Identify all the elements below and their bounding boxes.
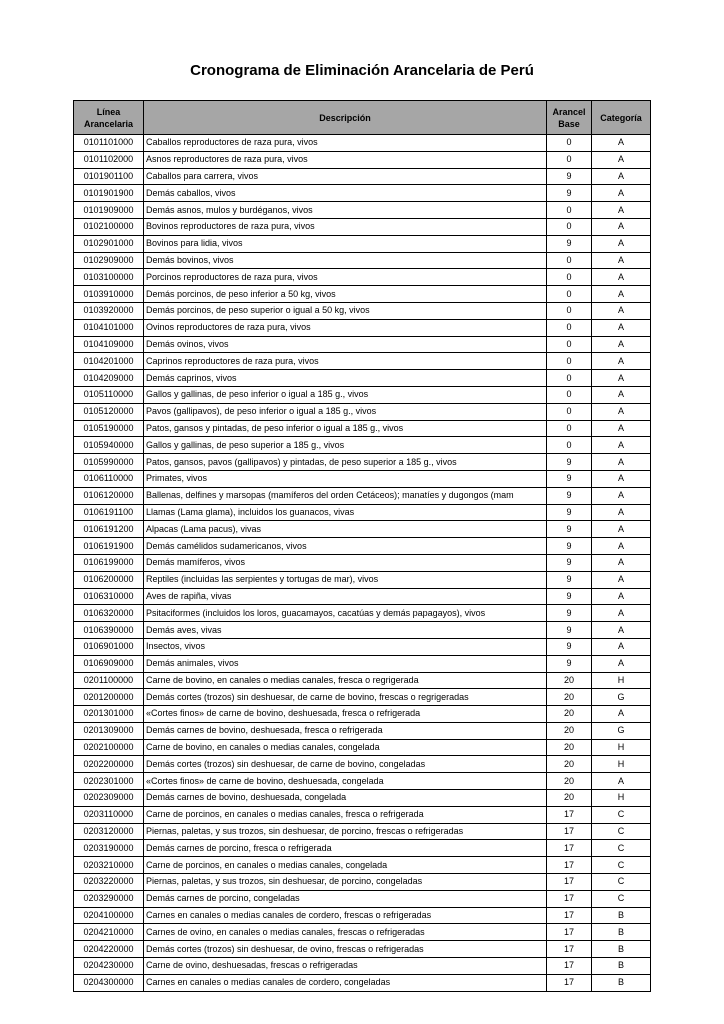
table-row	[74, 941, 651, 958]
table-row	[74, 722, 651, 739]
cell-arancel-base: 0	[547, 370, 592, 387]
cell-arancel-base: 0	[547, 151, 592, 168]
cell-linea-arancelaria: 0106191900	[74, 538, 144, 555]
cell-descripcion: Demás animales, vivos	[144, 655, 547, 672]
header-categoria: Categoría	[592, 101, 651, 135]
cell-categoria: A	[592, 470, 651, 487]
table-row	[74, 605, 651, 622]
table-row	[74, 890, 651, 907]
cell-arancel-base: 17	[547, 823, 592, 840]
cell-linea-arancelaria: 0103920000	[74, 302, 144, 319]
cell-arancel-base: 20	[547, 739, 592, 756]
table-row	[74, 269, 651, 286]
table-row	[74, 319, 651, 336]
cell-descripcion: Primates, vivos	[144, 470, 547, 487]
table-row	[74, 521, 651, 538]
cell-categoria: A	[592, 202, 651, 219]
cell-categoria: C	[592, 890, 651, 907]
cell-descripcion: Carne de bovino, en canales o medias canales, fresca o regrigerada	[144, 672, 547, 689]
cell-linea-arancelaria: 0204230000	[74, 958, 144, 975]
cell-categoria: A	[592, 773, 651, 790]
cell-categoria: A	[592, 403, 651, 420]
cell-categoria: A	[592, 655, 651, 672]
cell-linea-arancelaria: 0105120000	[74, 403, 144, 420]
cell-arancel-base: 0	[547, 437, 592, 454]
table-row	[74, 773, 651, 790]
cell-arancel-base: 9	[547, 487, 592, 504]
cell-linea-arancelaria: 0202309000	[74, 790, 144, 807]
table-row	[74, 622, 651, 639]
cell-descripcion: «Cortes finos» de carne de bovino, deshuesada, congelada	[144, 773, 547, 790]
cell-descripcion: Demás asnos, mulos y burdéganos, vivos	[144, 202, 547, 219]
cell-categoria: A	[592, 269, 651, 286]
cell-categoria: A	[592, 605, 651, 622]
cell-descripcion: Insectos, vivos	[144, 638, 547, 655]
cell-descripcion: Demás cortes (trozos) sin deshuesar, de carne de bovino, frescas o regrigeradas	[144, 689, 547, 706]
cell-arancel-base: 0	[547, 353, 592, 370]
cell-arancel-base: 9	[547, 554, 592, 571]
cell-descripcion: Demás caballos, vivos	[144, 185, 547, 202]
table-row	[74, 806, 651, 823]
cell-arancel-base: 17	[547, 857, 592, 874]
cell-linea-arancelaria: 0204210000	[74, 924, 144, 941]
cell-linea-arancelaria: 0102901000	[74, 235, 144, 252]
table-row	[74, 790, 651, 807]
cell-descripcion: Ballenas, delfines y marsopas (mamíferos del orden Cetáceos); manatíes y dugongos (mam	[144, 487, 547, 504]
cell-linea-arancelaria: 0106199000	[74, 554, 144, 571]
table-row	[74, 437, 651, 454]
table-row	[74, 924, 651, 941]
cell-linea-arancelaria: 0201309000	[74, 722, 144, 739]
cell-linea-arancelaria: 0201301000	[74, 706, 144, 723]
cell-linea-arancelaria: 0105990000	[74, 454, 144, 471]
cell-linea-arancelaria: 0201100000	[74, 672, 144, 689]
cell-categoria: A	[592, 588, 651, 605]
cell-categoria: A	[592, 185, 651, 202]
table-row	[74, 353, 651, 370]
cell-categoria: C	[592, 874, 651, 891]
cell-linea-arancelaria: 0203120000	[74, 823, 144, 840]
cell-arancel-base: 0	[547, 286, 592, 303]
cell-arancel-base: 20	[547, 689, 592, 706]
cell-arancel-base: 0	[547, 135, 592, 152]
cell-arancel-base: 9	[547, 588, 592, 605]
cell-descripcion: Carne de porcinos, en canales o medias canales, congelada	[144, 857, 547, 874]
cell-categoria: H	[592, 756, 651, 773]
cell-arancel-base: 20	[547, 706, 592, 723]
cell-arancel-base: 9	[547, 538, 592, 555]
cell-linea-arancelaria: 0101901100	[74, 168, 144, 185]
cell-linea-arancelaria: 0102909000	[74, 252, 144, 269]
cell-descripcion: Pavos (gallipavos), de peso inferior o igual a 185 g., vivos	[144, 403, 547, 420]
cell-descripcion: Llamas (Lama glama), incluidos los guanacos, vivas	[144, 504, 547, 521]
cell-descripcion: Demás mamíferos, vivos	[144, 554, 547, 571]
cell-arancel-base: 0	[547, 336, 592, 353]
cell-linea-arancelaria: 0104109000	[74, 336, 144, 353]
cell-categoria: H	[592, 672, 651, 689]
cell-linea-arancelaria: 0104209000	[74, 370, 144, 387]
header-arancel-base: Arancel Base	[547, 101, 592, 135]
cell-categoria: A	[592, 218, 651, 235]
cell-linea-arancelaria: 0106110000	[74, 470, 144, 487]
cell-arancel-base: 9	[547, 622, 592, 639]
table-row	[74, 487, 651, 504]
cell-categoria: G	[592, 689, 651, 706]
table-row	[74, 907, 651, 924]
table-row	[74, 974, 651, 991]
cell-linea-arancelaria: 0101101000	[74, 135, 144, 152]
table-row	[74, 135, 651, 152]
cell-arancel-base: 9	[547, 168, 592, 185]
cell-descripcion: Asnos reproductores de raza pura, vivos	[144, 151, 547, 168]
cell-arancel-base: 20	[547, 722, 592, 739]
cell-categoria: A	[592, 336, 651, 353]
cell-descripcion: Caprinos reproductores de raza pura, vivos	[144, 353, 547, 370]
cell-arancel-base: 9	[547, 605, 592, 622]
cell-linea-arancelaria: 0104201000	[74, 353, 144, 370]
cell-descripcion: Piernas, paletas, y sus trozos, sin deshuesar, de porcino, congeladas	[144, 874, 547, 891]
cell-categoria: G	[592, 722, 651, 739]
cell-descripcion: Bovinos reproductores de raza pura, vivos	[144, 218, 547, 235]
cell-arancel-base: 17	[547, 890, 592, 907]
cell-descripcion: Demás carnes de porcino, fresca o refrigerada	[144, 840, 547, 857]
table-row	[74, 823, 651, 840]
table-row	[74, 336, 651, 353]
cell-linea-arancelaria: 0202200000	[74, 756, 144, 773]
cell-arancel-base: 9	[547, 454, 592, 471]
cell-linea-arancelaria: 0203190000	[74, 840, 144, 857]
cell-arancel-base: 0	[547, 420, 592, 437]
cell-linea-arancelaria: 0106909000	[74, 655, 144, 672]
cell-categoria: A	[592, 571, 651, 588]
cell-categoria: C	[592, 823, 651, 840]
cell-categoria: A	[592, 319, 651, 336]
table-row	[74, 185, 651, 202]
cell-arancel-base: 17	[547, 924, 592, 941]
cell-linea-arancelaria: 0106310000	[74, 588, 144, 605]
table-row	[74, 202, 651, 219]
cell-categoria: H	[592, 739, 651, 756]
cell-descripcion: Ovinos reproductores de raza pura, vivos	[144, 319, 547, 336]
cell-categoria: A	[592, 168, 651, 185]
cell-linea-arancelaria: 0202100000	[74, 739, 144, 756]
table-row	[74, 420, 651, 437]
cell-linea-arancelaria: 0203110000	[74, 806, 144, 823]
cell-descripcion: Patos, gansos, pavos (gallipavos) y pintadas, de peso superior a 185 g., vivos	[144, 454, 547, 471]
cell-linea-arancelaria: 0106390000	[74, 622, 144, 639]
cell-arancel-base: 0	[547, 403, 592, 420]
cell-descripcion: Carne de bovino, en canales o medias canales, congelada	[144, 739, 547, 756]
cell-arancel-base: 17	[547, 958, 592, 975]
cell-descripcion: Demás carnes de bovino, deshuesada, congelada	[144, 790, 547, 807]
cell-arancel-base: 17	[547, 806, 592, 823]
cell-linea-arancelaria: 0102100000	[74, 218, 144, 235]
cell-descripcion: Demás ovinos, vivos	[144, 336, 547, 353]
cell-arancel-base: 20	[547, 773, 592, 790]
cell-categoria: A	[592, 706, 651, 723]
header-descripcion: Descripción	[144, 101, 547, 135]
cell-descripcion: Demás cortes (trozos) sin deshuesar, de carne de bovino, congeladas	[144, 756, 547, 773]
cell-linea-arancelaria: 0104101000	[74, 319, 144, 336]
cell-descripcion: Caballos reproductores de raza pura, vivos	[144, 135, 547, 152]
table-row	[74, 958, 651, 975]
cell-linea-arancelaria: 0103910000	[74, 286, 144, 303]
cell-categoria: C	[592, 840, 651, 857]
cell-categoria: A	[592, 286, 651, 303]
cell-categoria: B	[592, 958, 651, 975]
cell-arancel-base: 9	[547, 185, 592, 202]
table-row	[74, 638, 651, 655]
table-row	[74, 151, 651, 168]
table-row	[74, 756, 651, 773]
cell-categoria: A	[592, 235, 651, 252]
cell-descripcion: Carnes de ovino, en canales o medias canales, frescas o refrigeradas	[144, 924, 547, 941]
cell-linea-arancelaria: 0105110000	[74, 386, 144, 403]
table-row	[74, 874, 651, 891]
cell-arancel-base: 0	[547, 319, 592, 336]
cell-arancel-base: 17	[547, 840, 592, 857]
cell-linea-arancelaria: 0106120000	[74, 487, 144, 504]
cell-descripcion: Carne de porcinos, en canales o medias canales, fresca o refrigerada	[144, 806, 547, 823]
cell-arancel-base: 20	[547, 672, 592, 689]
cell-linea-arancelaria: 0101102000	[74, 151, 144, 168]
cell-categoria: A	[592, 487, 651, 504]
cell-descripcion: Porcinos reproductores de raza pura, vivos	[144, 269, 547, 286]
cell-descripcion: Carnes en canales o medias canales de cordero, congeladas	[144, 974, 547, 991]
cell-categoria: A	[592, 638, 651, 655]
cell-linea-arancelaria: 0101901900	[74, 185, 144, 202]
cell-categoria: A	[592, 554, 651, 571]
cell-descripcion: «Cortes finos» de carne de bovino, deshuesada, fresca o refrigerada	[144, 706, 547, 723]
cell-linea-arancelaria: 0201200000	[74, 689, 144, 706]
cell-categoria: C	[592, 857, 651, 874]
cell-categoria: A	[592, 437, 651, 454]
cell-arancel-base: 9	[547, 504, 592, 521]
cell-descripcion: Demás porcinos, de peso inferior a 50 kg, vivos	[144, 286, 547, 303]
cell-linea-arancelaria: 0106200000	[74, 571, 144, 588]
cell-linea-arancelaria: 0105190000	[74, 420, 144, 437]
table-row	[74, 370, 651, 387]
table-row	[74, 235, 651, 252]
table-row	[74, 672, 651, 689]
cell-arancel-base: 0	[547, 269, 592, 286]
cell-categoria: A	[592, 252, 651, 269]
table-row	[74, 302, 651, 319]
table-row	[74, 689, 651, 706]
table-row	[74, 218, 651, 235]
header-linea-arancelaria: Línea Arancelaria	[74, 101, 144, 135]
cell-arancel-base: 9	[547, 571, 592, 588]
cell-descripcion: Psitaciformes (incluidos los loros, guacamayos, cacatúas y demás papagayos), vivos	[144, 605, 547, 622]
cell-categoria: A	[592, 538, 651, 555]
cell-categoria: A	[592, 370, 651, 387]
table-row	[74, 454, 651, 471]
table-row	[74, 655, 651, 672]
cell-arancel-base: 9	[547, 521, 592, 538]
cell-categoria: H	[592, 790, 651, 807]
cell-categoria: A	[592, 420, 651, 437]
table-row	[74, 168, 651, 185]
cell-categoria: A	[592, 454, 651, 471]
cell-arancel-base: 9	[547, 470, 592, 487]
cell-descripcion: Gallos y gallinas, de peso superior a 185 g., vivos	[144, 437, 547, 454]
table-row	[74, 252, 651, 269]
cell-categoria: A	[592, 504, 651, 521]
cell-descripcion: Carnes en canales o medias canales de cordero, frescas o refrigeradas	[144, 907, 547, 924]
tariff-table	[73, 100, 651, 992]
cell-descripcion: Bovinos para lidia, vivos	[144, 235, 547, 252]
cell-linea-arancelaria: 0101909000	[74, 202, 144, 219]
cell-descripcion: Demás cortes (trozos) sin deshuesar, de ovino, frescas o refrigeradas	[144, 941, 547, 958]
cell-categoria: A	[592, 135, 651, 152]
cell-arancel-base: 0	[547, 218, 592, 235]
cell-linea-arancelaria: 0203290000	[74, 890, 144, 907]
cell-arancel-base: 17	[547, 874, 592, 891]
cell-linea-arancelaria: 0106191100	[74, 504, 144, 521]
table-row	[74, 538, 651, 555]
table-row	[74, 739, 651, 756]
cell-descripcion: Demás caprinos, vivos	[144, 370, 547, 387]
cell-linea-arancelaria: 0203210000	[74, 857, 144, 874]
cell-categoria: A	[592, 622, 651, 639]
cell-linea-arancelaria: 0202301000	[74, 773, 144, 790]
cell-arancel-base: 20	[547, 790, 592, 807]
cell-descripcion: Demás carnes de bovino, deshuesada, fresca o refrigerada	[144, 722, 547, 739]
cell-linea-arancelaria: 0204100000	[74, 907, 144, 924]
table-row	[74, 857, 651, 874]
cell-arancel-base: 0	[547, 386, 592, 403]
cell-descripcion: Demás bovinos, vivos	[144, 252, 547, 269]
cell-arancel-base: 0	[547, 202, 592, 219]
cell-arancel-base: 17	[547, 974, 592, 991]
cell-descripcion: Reptiles (incluidas las serpientes y tortugas de mar), vivos	[144, 571, 547, 588]
cell-categoria: B	[592, 924, 651, 941]
page-title: Cronograma de Eliminación Arancelaria de Perú	[190, 62, 534, 79]
cell-arancel-base: 9	[547, 655, 592, 672]
cell-descripcion: Demás camélidos sudamericanos, vivos	[144, 538, 547, 555]
cell-linea-arancelaria: 0106901000	[74, 638, 144, 655]
cell-categoria: C	[592, 806, 651, 823]
table-row	[74, 386, 651, 403]
cell-linea-arancelaria: 0106191200	[74, 521, 144, 538]
table-row	[74, 571, 651, 588]
cell-categoria: B	[592, 907, 651, 924]
cell-arancel-base: 9	[547, 638, 592, 655]
cell-categoria: A	[592, 386, 651, 403]
cell-categoria: B	[592, 974, 651, 991]
cell-linea-arancelaria: 0204220000	[74, 941, 144, 958]
cell-linea-arancelaria: 0106320000	[74, 605, 144, 622]
cell-arancel-base: 20	[547, 756, 592, 773]
cell-categoria: A	[592, 521, 651, 538]
table-row	[74, 554, 651, 571]
cell-linea-arancelaria: 0204300000	[74, 974, 144, 991]
cell-arancel-base: 0	[547, 302, 592, 319]
table-row	[74, 286, 651, 303]
cell-arancel-base: 0	[547, 252, 592, 269]
cell-descripcion: Piernas, paletas, y sus trozos, sin deshuesar, de porcino, frescas o refrigeradas	[144, 823, 547, 840]
cell-arancel-base: 17	[547, 941, 592, 958]
cell-arancel-base: 9	[547, 235, 592, 252]
cell-descripcion: Demás carnes de porcino, congeladas	[144, 890, 547, 907]
table-row	[74, 706, 651, 723]
cell-linea-arancelaria: 0105940000	[74, 437, 144, 454]
table-row	[74, 504, 651, 521]
cell-descripcion: Gallos y gallinas, de peso inferior o igual a 185 g., vivos	[144, 386, 547, 403]
cell-descripcion: Carne de ovino, deshuesadas, frescas o refrigeradas	[144, 958, 547, 975]
cell-descripcion: Patos, gansos y pintadas, de peso inferior o igual a 185 g., vivos	[144, 420, 547, 437]
table-header-row	[74, 101, 651, 135]
cell-categoria: A	[592, 151, 651, 168]
cell-descripcion: Caballos para carrera, vivos	[144, 168, 547, 185]
cell-linea-arancelaria: 0103100000	[74, 269, 144, 286]
table-row	[74, 403, 651, 420]
cell-arancel-base: 17	[547, 907, 592, 924]
cell-categoria: A	[592, 353, 651, 370]
table-row	[74, 588, 651, 605]
cell-descripcion: Demás porcinos, de peso superior o igual a 50 kg, vivos	[144, 302, 547, 319]
cell-categoria: A	[592, 302, 651, 319]
cell-categoria: B	[592, 941, 651, 958]
cell-descripcion: Demás aves, vivas	[144, 622, 547, 639]
table-row	[74, 840, 651, 857]
cell-descripcion: Alpacas (Lama pacus), vivas	[144, 521, 547, 538]
cell-descripcion: Aves de rapiña, vivas	[144, 588, 547, 605]
table-row	[74, 470, 651, 487]
cell-linea-arancelaria: 0203220000	[74, 874, 144, 891]
